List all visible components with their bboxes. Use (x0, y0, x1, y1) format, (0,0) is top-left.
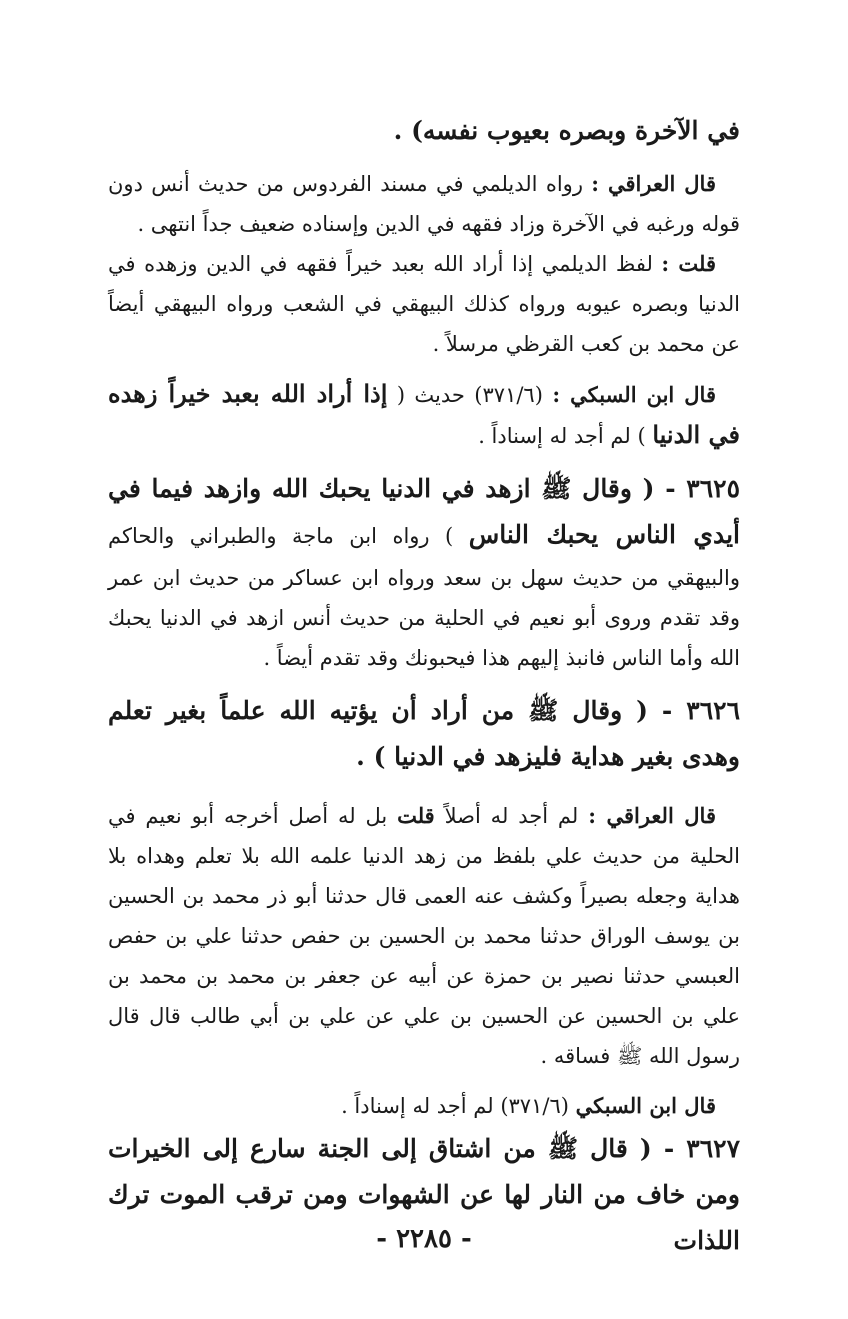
continuation-text: في الآخرة وبصره بعيوب نفسه) . (393, 116, 740, 145)
hadith-3627-text: ٣٦٢٧ - ( قال ﷺ من اشتاق إلى الجنة سارع إلى الخيرات ومن خاف من النار لها عن الشهوات ومن ترقب الموت ترك اللذات (108, 1134, 740, 1255)
iraqi-text-2b: بل له أصل أخرجه أبو نعيم في الحلية من حديث علي بلفظ من زهد الدنيا علمه الله بلا تعلم وهداه بلا هداية وجعله بصيراً وكشف عنه العمى قال حدثنا أبو ذر محمد بن الحسين بن يوسف الوراق حدثنا محمد بن الحسين بن حفص حدثنا علي بن حفص العبسي حدثنا نصير بن حمزة عن أبيه عن جعفر بن محمد بن محمد بن علي بن الحسين عن الحسين بن علي عن علي بن أبي طالب قال قال رسول الله ﷺ فساقه . (108, 804, 740, 1068)
qultu-label-1: قلت : (661, 251, 716, 276)
hadith-3625-text: ٣٦٢٥ - ( وقال ﷺ ازهد في الدنيا يحبك الله وازهد فيما في أيدي الناس يحبك الناس (108, 474, 740, 549)
subki-ref-1: (٣٧١/٦) حديث ( (387, 383, 553, 407)
iraqi-label-2: قال العراقي : (588, 803, 716, 828)
subki-commentary-2 (108, 1086, 740, 1126)
subki-end-1: ) لم أجد له إسناداً . (478, 424, 653, 448)
hadith-3625 (108, 466, 740, 678)
iraqi-text-2a: لم أجد له أصلاً (434, 804, 589, 828)
iraqi-commentary-2 (108, 796, 740, 1076)
subki-label-2: قال ابن السبكي (575, 1093, 716, 1118)
hadith-3626-text: ٣٦٢٦ - ( وقال ﷺ من أراد أن يؤتيه الله علماً بغير تعلم وهدى بغير هداية فليزهد في الدنيا ) . (108, 696, 740, 771)
subki-commentary-1 (108, 374, 740, 456)
continuation-line (108, 108, 740, 154)
qultu-label-2: قلت (397, 803, 435, 828)
iraqi-label-1: قال العراقي : (591, 171, 716, 196)
page-number: - ٢٢٨٥ - (376, 1224, 472, 1254)
hadith-3626 (108, 688, 740, 780)
subki-text-2: (٣٧١/٦) لم أجد له إسناداً . (341, 1094, 576, 1118)
page-body (108, 108, 740, 1264)
subki-quoted-hadith: إذا أراد الله بعبد خيراً زهده في الدنيا (108, 379, 740, 449)
qultu-text-1: لفظ الديلمي إذا أراد الله بعبد خيراً فقهه في الدين وزهده في الدنيا وبصره عيوبه ورواه كذلك البيهقي في الشعب ورواه البيهقي أيضاً عن محمد بن كعب القرظي مرسلاً . (108, 252, 740, 356)
iraqi-commentary-1 (108, 164, 740, 244)
qultu-commentary-1 (108, 244, 740, 364)
hadith-3625-commentary: ) رواه ابن ماجة والطبراني والحاكم والبيهقي من حديث سهل بن سعد ورواه ابن عساكر من حديث ابن عمر وقد تقدم وروى أبو نعيم في الحلية من حديث أنس ازهد في الدنيا يحبك الله وأما الناس فانبذ إليهم هذا فيحبونك وقد تقدم أيضاً . (108, 524, 740, 670)
subki-label-1: قال ابن السبكي : (552, 382, 716, 407)
iraqi-text-1: رواه الديلمي في مسند الفردوس من حديث أنس دون قوله ورغبه في الآخرة وزاد فقهه في الدين وإسناده ضعيف جداً انتهى . (108, 172, 740, 236)
